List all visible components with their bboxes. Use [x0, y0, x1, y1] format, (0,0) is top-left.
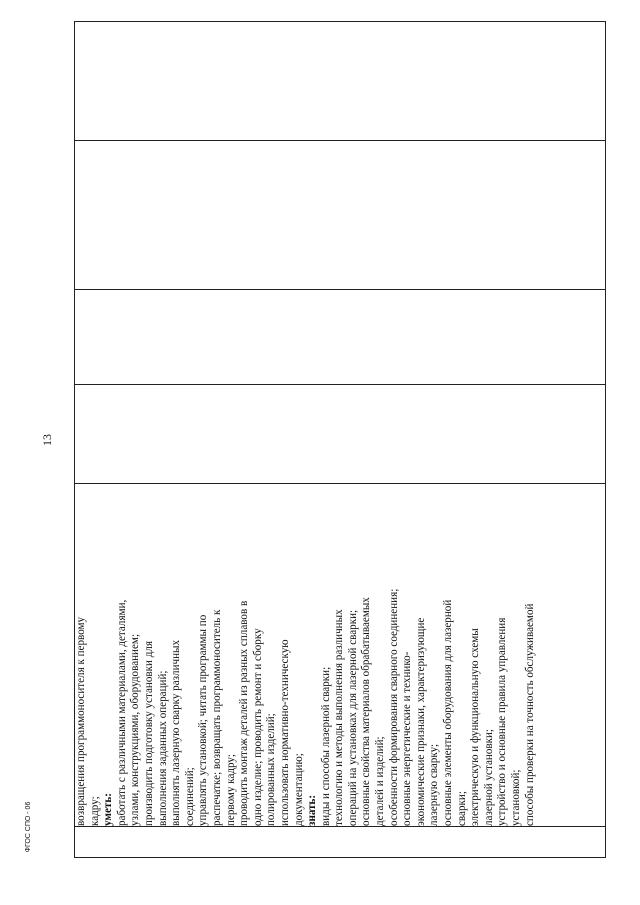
text-line: производить подготовку установки для	[142, 640, 155, 826]
text-line: работать с различными материалами, деталями,	[115, 599, 128, 826]
curriculum-table	[74, 21, 606, 858]
text-line: одно изделие; проводить ремонт и сборку	[251, 628, 264, 826]
disciplines-cell	[75, 141, 606, 290]
text-line: управлять установкой; читать программы по	[197, 614, 210, 826]
table-row	[75, 22, 606, 858]
hours-cell	[75, 385, 606, 484]
text-line: первому кадру;	[224, 754, 237, 826]
text-line: виды и способы лазерной сварки;	[319, 666, 332, 826]
text-line: документацию;	[292, 753, 305, 826]
text-line: электрическую и функциональную схемы	[469, 628, 482, 826]
text-line: соединений;	[183, 767, 196, 826]
text-line: выполнения заданных операций;	[156, 670, 169, 826]
text-line: кадру;	[88, 796, 101, 826]
text-line: деталей и изделий;	[374, 736, 387, 826]
text-line: основные свойства материалов обрабатываемых	[360, 597, 373, 826]
text-line: распечатке; возвращать программоноситель к	[210, 609, 223, 826]
text-line: полированных изделий;	[265, 713, 278, 826]
text-line: способы проверки на точность обслуживаемой	[523, 603, 536, 826]
section-heading: знать:	[306, 794, 319, 826]
text-line: основные элементы оборудования для лазерной	[442, 599, 455, 826]
text-line: проводить монтаж деталей из разных сплавов в	[238, 600, 251, 826]
text-line: технологию и методы выполнения различных	[333, 609, 346, 826]
page-number: 13	[40, 434, 54, 446]
competencies-cell	[75, 22, 606, 141]
text-line: основные энергетические и технико-	[401, 651, 414, 826]
text-line: установкой;	[510, 769, 522, 826]
text-line: сварки;	[455, 791, 468, 826]
text-line: узлами, конструкциями, оборудованием;	[129, 633, 142, 826]
text-line: операций на установках для лазерной сварки;	[346, 609, 359, 826]
rotated-page-content	[74, 28, 606, 858]
section-heading: уметь:	[102, 793, 115, 826]
text-line: лазерной установки;	[482, 728, 495, 826]
requirements-cell	[75, 484, 606, 827]
index-cell	[75, 827, 606, 858]
text-line: лазерную сварку;	[428, 743, 441, 826]
text-line: особенности формирования сварного соединения;	[387, 588, 400, 826]
text-line: выполнять лазерную сварку различных	[170, 639, 183, 826]
text-line: возвращения программоносителя к первому	[75, 616, 87, 826]
text-line: экономические признаки, характеризующие	[414, 617, 427, 826]
requirements-text	[75, 484, 537, 826]
text-line: устройство и основные правила управления	[496, 617, 509, 826]
text-line: использовать нормативно-техническую	[278, 639, 291, 826]
module-cell	[75, 290, 606, 385]
footer-standard-code: ФГОС СПО - 06	[25, 801, 32, 853]
